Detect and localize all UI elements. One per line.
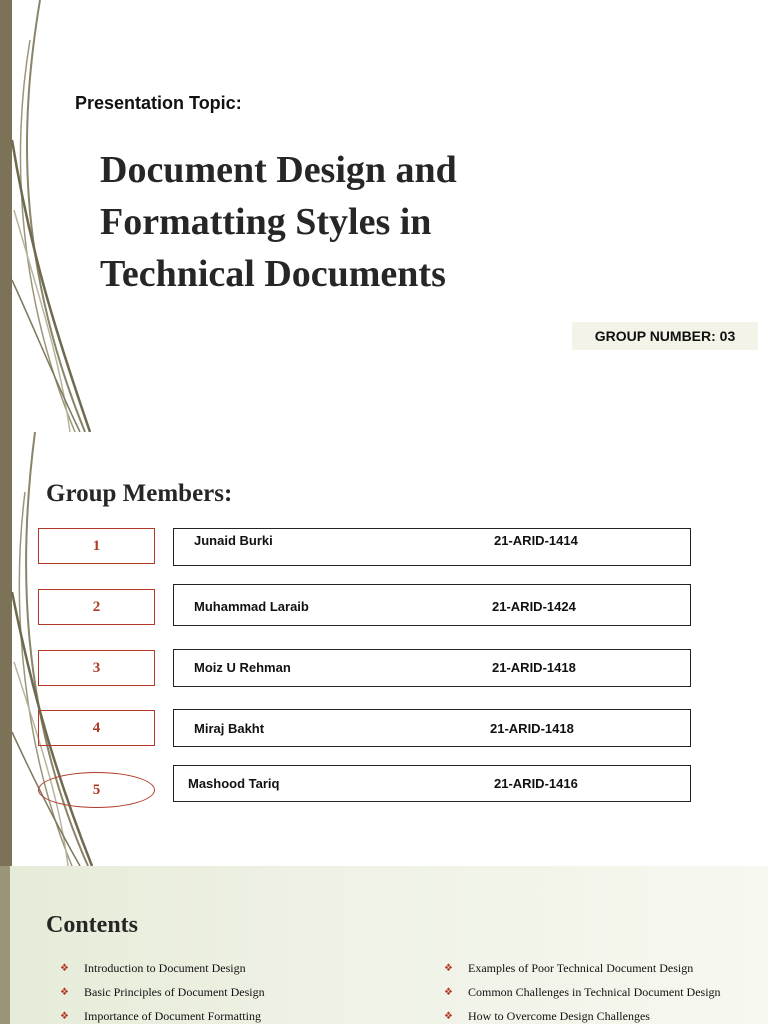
list-item [60, 1004, 265, 1024]
contents-slide [0, 866, 768, 1024]
group-number-label: GROUP NUMBER: 03 [572, 322, 758, 350]
diamond-bullet-icon: ❖ [60, 986, 69, 998]
member-name: Mashood Tariq [188, 776, 280, 791]
member-name: Miraj Bakht [194, 721, 265, 736]
contents-list-right [444, 956, 721, 1024]
list-item-text: How to Overcome Design Challenges [468, 1008, 650, 1023]
diamond-bullet-icon: ❖ [444, 1010, 453, 1022]
list-item [60, 980, 265, 1004]
member-number-box: 4 [38, 710, 155, 746]
member-row [173, 528, 691, 566]
member-number-box: 1 [38, 528, 155, 564]
member-number-box: 2 [38, 589, 155, 625]
slide-left-bar [0, 866, 10, 1024]
list-item-text: Importance of Document Formatting [84, 1008, 261, 1023]
member-id: 21-ARID-1414 [494, 533, 578, 548]
list-item-text: Examples of Poor Technical Document Design [468, 960, 694, 975]
diamond-bullet-icon: ❖ [444, 986, 453, 998]
member-name: Moiz U Rehman [194, 660, 291, 675]
list-item [444, 1004, 721, 1024]
member-row [173, 709, 691, 747]
member-name: Muhammad Laraib [194, 599, 309, 614]
member-number-oval: 5 [38, 772, 155, 808]
group-members-heading: Group Members: [46, 480, 233, 507]
title-line: Document Design and [100, 149, 457, 191]
list-item-text: Basic Principles of Document Design [84, 984, 265, 999]
list-item [444, 980, 721, 1004]
member-id: 21-ARID-1424 [492, 599, 576, 614]
decorative-curves-icon [0, 0, 110, 432]
list-item-text: Introduction to Document Design [84, 960, 246, 975]
list-item [60, 956, 265, 980]
list-item-text: Common Challenges in Technical Document Design [468, 984, 721, 999]
member-row [173, 765, 691, 802]
presentation-title [100, 144, 560, 300]
member-row [173, 649, 691, 687]
member-id: 21-ARID-1416 [494, 776, 578, 791]
contents-heading: Contents [46, 912, 139, 938]
title-slide [0, 0, 768, 432]
title-line: Formatting Styles in [100, 201, 432, 243]
diamond-bullet-icon: ❖ [444, 962, 453, 974]
member-id: 21-ARID-1418 [490, 721, 574, 736]
title-line: Technical Documents [100, 253, 446, 295]
member-name: Junaid Burki [194, 533, 273, 548]
contents-list-left [60, 956, 265, 1024]
member-row [173, 584, 691, 626]
presentation-topic-label: Presentation Topic: [75, 93, 242, 113]
member-id: 21-ARID-1418 [492, 660, 576, 675]
list-item [444, 956, 721, 980]
diamond-bullet-icon: ❖ [60, 1010, 69, 1022]
diamond-bullet-icon: ❖ [60, 962, 69, 974]
member-number-box: 3 [38, 650, 155, 686]
group-members-slide [0, 432, 768, 866]
